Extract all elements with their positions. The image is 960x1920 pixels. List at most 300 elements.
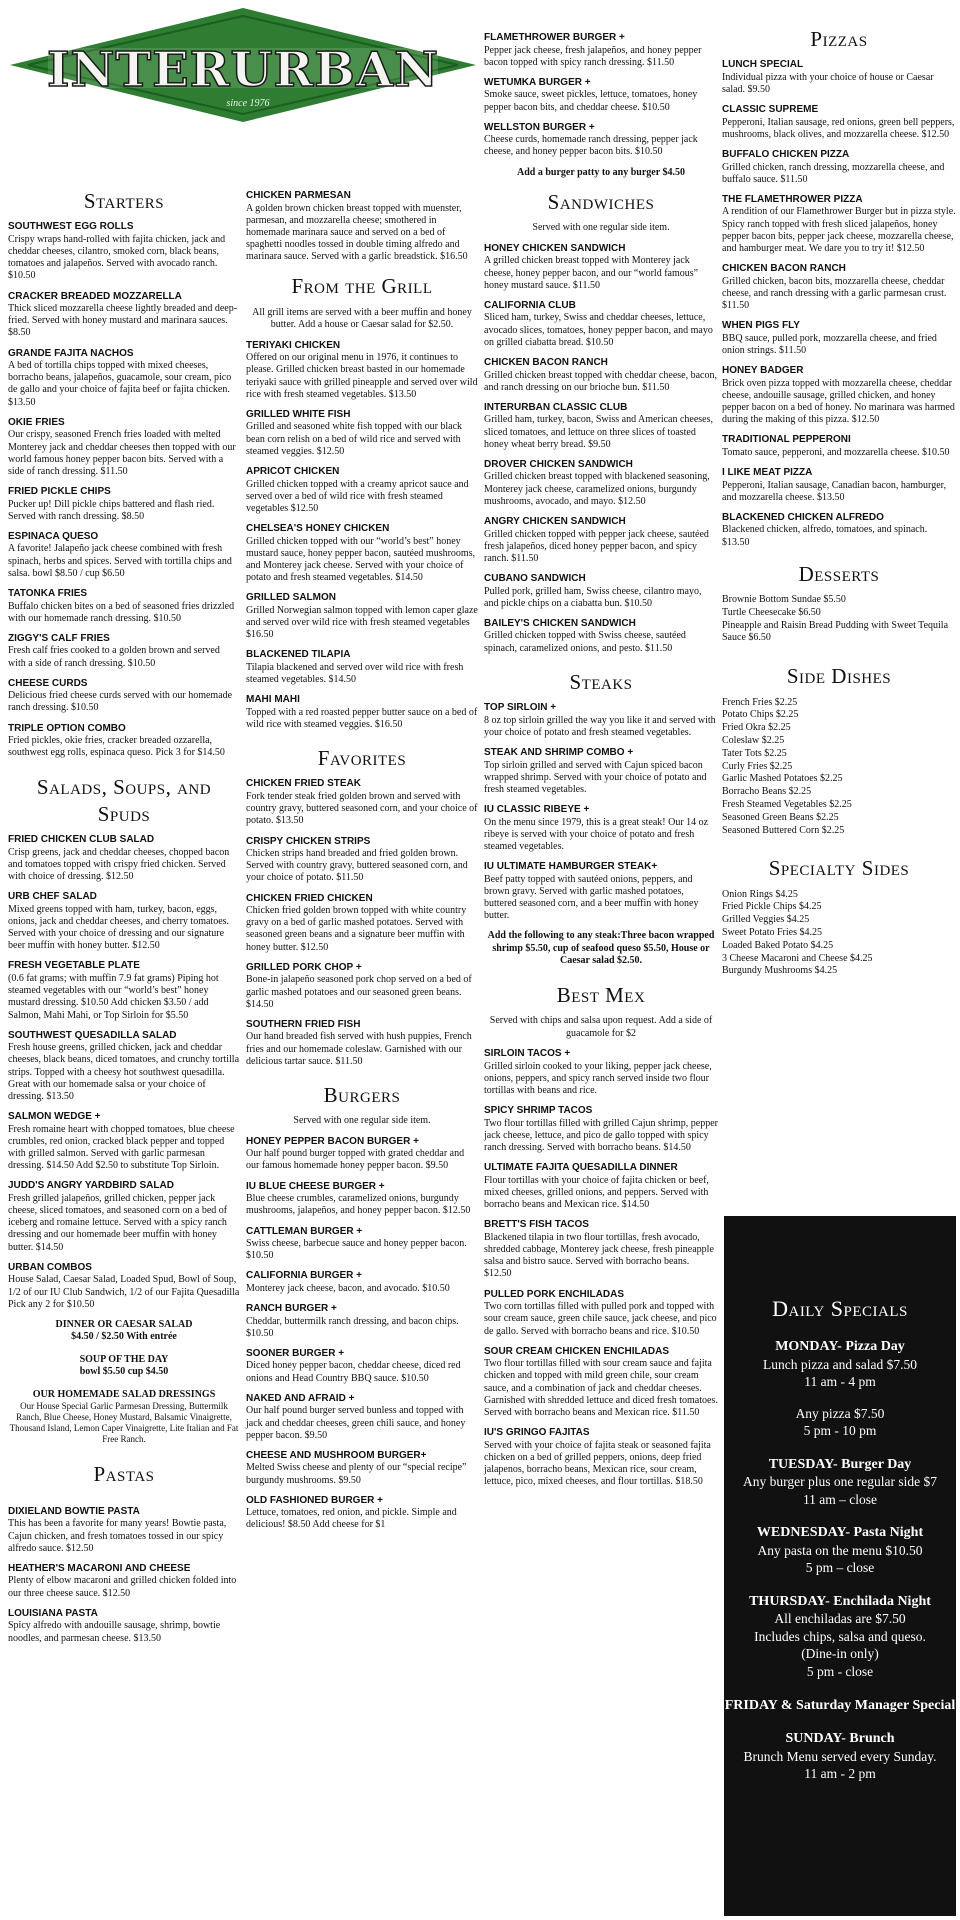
item-desc: Crispy wraps hand-rolled with fajita chicken, jack and cheddar cheeses, cilantro, smoked corn, black beans, tomatoes and jalapeños. Served with avocado ranch. $10.50	[8, 233, 226, 282]
list-item: Curly Fries $2.25	[722, 760, 793, 772]
menu-item	[8, 221, 240, 282]
item-desc: Thick sliced mozzarella cheese lightly breaded and deep-fried. Served with honey mustard and marinara sauces. $8.50	[8, 303, 238, 339]
menu-item	[246, 1270, 478, 1295]
item-desc: Grilled chicken topped with a creamy apricot sauce and served over a bed of wild rice with fresh steamed vegetables $12.50	[246, 478, 469, 514]
menu-item	[484, 1427, 718, 1488]
menu-item	[484, 122, 718, 159]
menu-item	[246, 1181, 478, 1218]
menu-item	[8, 633, 240, 670]
item-title: CHEESE AND MUSHROOM BURGER+	[246, 1449, 427, 1461]
menu-item	[8, 678, 240, 715]
menu-item	[246, 836, 478, 885]
item-title: CALIFORNIA CLUB	[484, 299, 576, 311]
menu-item	[8, 834, 240, 883]
item-title: BRETT'S FISH TACOS	[484, 1219, 589, 1231]
item-title: FLAMETHROWER BURGER +	[484, 32, 625, 43]
item-desc: Crisp greens, jack and cheddar cheeses, chopped bacon and tomatoes topped with crispy fried chicken. Served with choice of dressing. $12.50	[8, 846, 230, 883]
daily-specials	[724, 1216, 956, 1916]
menu-item	[246, 694, 478, 731]
list-item: Fried Okra $2.25	[722, 722, 791, 734]
item-title: ZIGGY'S CALF FRIES	[8, 632, 110, 644]
item-title: LUNCH SPECIAL	[722, 59, 804, 71]
item-title: GRILLED WHITE FISH	[246, 408, 351, 420]
item-title: SOONER BURGER +	[246, 1347, 345, 1359]
item-desc: Bone-in jalapeño seasoned pork chop served on a bed of garlic mashed potatoes and our seasoned green beans. $14.50	[246, 974, 472, 1010]
bestmex-heading: Best Mex	[556, 982, 646, 1007]
special-block	[724, 1524, 956, 1577]
menu-item	[484, 702, 718, 739]
item-title: IU ULTIMATE HAMBURGER STEAK+	[484, 861, 658, 873]
item-title: TRADITIONAL PEPPERONI	[722, 434, 851, 446]
logo-wordmark: INTERURBAN	[47, 42, 439, 98]
special-title: FRIDAY & Saturday Manager Special	[724, 1697, 956, 1713]
burgers-note: Served with one regular side item.	[293, 1115, 431, 1127]
item-title: I LIKE MEAT PIZZA	[722, 467, 813, 479]
burger-addon: Add a burger patty to any burger $4.50	[517, 166, 685, 178]
menu-item	[484, 861, 718, 922]
menu-item	[8, 960, 240, 1021]
menu-item	[246, 962, 478, 1011]
item-desc: Buffalo chicken bites on a bed of seasoned fries drizzled with our homemade ranch dressing. $10.50	[8, 600, 235, 624]
favorites-section	[246, 745, 478, 1068]
item-title: PULLED PORK ENCHILADAS	[484, 1288, 625, 1300]
item-title: CALIFORNIA BURGER +	[246, 1270, 363, 1282]
menu-item	[484, 516, 718, 565]
item-title: SALMON WEDGE +	[8, 1111, 101, 1123]
special-line: All enchiladas are $7.50	[774, 1611, 906, 1627]
item-title: URBAN COMBOS	[8, 1261, 92, 1273]
menu-item	[246, 778, 478, 827]
item-title: ANGRY CHICKEN SANDWICH	[484, 516, 626, 528]
special-block	[724, 1730, 956, 1783]
menu-item	[484, 77, 718, 114]
item-title: JUDD'S ANGRY YARDBIRD SALAD	[8, 1180, 174, 1192]
sandwiches-note: Served with one regular side item.	[532, 222, 670, 234]
item-desc: A golden brown chicken breast topped with muenster, parmesan, and mozzarella cheese; smothered in homemade marinara sauce and served on a bed of spaghetti noodles tossed in double timing alfredo and marinara sauce. Served with a garlic breadstick. $16.50	[246, 202, 468, 263]
steaks-heading: Steaks	[569, 669, 633, 694]
item-title: WETUMKA BURGER +	[484, 76, 591, 88]
menu-item	[246, 523, 478, 584]
item-desc: Grilled and seasoned white fish topped with our black bean corn relish on a bed of wild rice and served with steamed veggies. $12.50	[246, 421, 463, 457]
list-item: Seasoned Buttered Corn $2.25	[722, 824, 845, 836]
item-desc: Pepperoni, Italian sausage, Canadian bacon, hamburger, and mozzarella cheese. $13.50	[722, 479, 947, 503]
item-desc: Grilled sirloin cooked to your liking, pepper jack cheese, onions, peppers, and spicy ranch served inside two flour tortillas with beans and rice.	[484, 1060, 712, 1097]
special-line: 5 pm - 10 pm	[803, 1423, 877, 1439]
item-title: APRICOT CHICKEN	[246, 466, 340, 478]
item-title: SPICY SHRIMP TACOS	[484, 1105, 593, 1117]
dinner-salad: DINNER OR CAESAR SALAD $4.50 / $2.50 With entrée	[55, 1318, 193, 1343]
special-line: Any pizza $7.50	[795, 1405, 885, 1421]
item-desc: Fresh house greens, grilled chicken, jack and cheddar cheeses, black beans, diced tomatoes, and crunchy tortilla strips. Topped with a cheesy hot southwest quesadilla. Great with our homemade salsa or your choice of dressing. $13.50	[8, 1042, 240, 1102]
logo	[8, 6, 478, 126]
special-block	[724, 1456, 956, 1509]
menu-item	[8, 1180, 240, 1253]
salads-heading: Salads, Soups, and Spuds	[36, 774, 212, 826]
item-desc: Grilled ham, turkey, bacon, Swiss and American cheeses, sliced tomatoes, and lettuce on three slices of toasted honey wheat berry bread. $9.50	[484, 414, 714, 450]
item-desc: Lettuce, tomatoes, red onion, and pickle. Simple and delicious! $8.50 Add cheese for $1	[246, 1507, 457, 1531]
menu-item	[246, 1303, 478, 1340]
item-desc: Delicious fried cheese curds served with our homemade ranch dressing. $10.50	[8, 690, 233, 714]
desserts-heading: Desserts	[798, 561, 880, 586]
special-line: Includes chips, salsa and queso.	[754, 1628, 926, 1644]
bestmex-note: Served with chips and salsa upon request. Add a side of guacamole for $2	[489, 1015, 713, 1039]
burgers-heading: Burgers	[323, 1082, 401, 1107]
pastas-heading: Pastas	[93, 1461, 155, 1486]
menu-item	[722, 467, 956, 504]
list-item: Grilled Veggies $4.25	[722, 914, 810, 926]
item-title: HONEY CHICKEN SANDWICH	[484, 242, 626, 254]
list-item: Garlic Mashed Potatoes $2.25	[722, 773, 843, 785]
menu-item	[722, 104, 956, 141]
item-title: CHEESE CURDS	[8, 677, 88, 689]
list-item: Seasoned Green Beans $2.25	[722, 811, 839, 823]
list-item: Fresh Steamed Vegetables $2.25	[722, 798, 852, 810]
item-desc: Fresh grilled jalapeños, grilled chicken, pepper jack cheese, sliced tomatoes, and seasoned corn on a bed of iceberg and romaine lettuce. Served with a spicy ranch dressing and our homemade beer muffin with honey butter. $14.50	[8, 1192, 228, 1253]
menu-item	[722, 59, 956, 96]
menu-item	[722, 263, 956, 312]
item-desc: Sliced ham, turkey, Swiss and cheddar cheeses, lettuce, avocado slices, tomatoes, honey pepper bacon, and mayo on grilled ciabatta bread. $10.50	[484, 312, 713, 348]
column-4	[722, 16, 956, 978]
menu-item	[722, 365, 956, 426]
item-desc: Fresh calf fries cooked to a golden brown and served with a side of ranch dressing. $10.50	[8, 645, 220, 669]
menu-item	[246, 1393, 478, 1442]
menu-item	[8, 348, 240, 409]
grill-heading: From the Grill	[291, 274, 433, 299]
item-desc: Monterey jack cheese, bacon, and avocado. $10.50	[246, 1282, 450, 1294]
item-title: TATONKA FRIES	[8, 588, 88, 600]
menu-item	[722, 149, 956, 186]
menu-item	[8, 1262, 240, 1311]
menu-item	[8, 1563, 240, 1600]
item-title: URB CHEF SALAD	[8, 891, 97, 903]
menu-item	[246, 1450, 478, 1487]
item-title: FRIED PICKLE CHIPS	[8, 486, 111, 498]
item-desc: House Salad, Caesar Salad, Loaded Spud, Bowl of Soup, 1/2 of our IU Club Sandwich, 1/2 of our Fajita Quesadilla Pick any 2 for $10.50	[8, 1274, 240, 1310]
favorites-heading: Favorites	[317, 746, 407, 771]
pizzas-heading: Pizzas	[810, 27, 868, 51]
item-title: WELLSTON BURGER +	[484, 121, 595, 133]
list-item: Onion Rings $4.25	[722, 888, 798, 900]
item-desc: Grilled chicken, ranch dressing, mozzarella cheese, and buffalo sauce. $11.50	[722, 161, 945, 185]
item-title: SOUTHWEST QUESADILLA SALAD	[8, 1029, 177, 1041]
item-title: ESPINACA QUESO	[8, 530, 99, 542]
special-line: Brunch Menu served every Sunday.	[743, 1748, 937, 1764]
item-title: ULTIMATE FAJITA QUESADILLA DINNER	[484, 1162, 678, 1174]
menu-item	[484, 32, 718, 69]
list-item: Potato Chips $2.25	[722, 709, 799, 721]
item-desc: Beef patty topped with sautéed onions, peppers, and brown gravy. Served with garlic mashed potatoes, buttered seasoned corn, and a beer muffin with honey butter.	[484, 873, 699, 922]
item-title: TOP SIRLOIN +	[484, 702, 557, 714]
list-item: Loaded Baked Potato $4.25	[722, 939, 834, 951]
item-desc: Mixed greens topped with ham, turkey, bacon, eggs, onions, jack and cheddar cheeses, and cherry tomatoes. Served with your choice of dressing and our signature beer muffin with honey butter. $12.50	[8, 903, 230, 952]
list-item: French Fries $2.25	[722, 696, 798, 708]
special-line: Any burger plus one regular side $7	[743, 1474, 937, 1490]
item-desc: Flour tortillas with your choice of fajita chicken or beef, mixed cheeses, grilled onions, and peppers. Served with borracho beans and Mexican rice. $14.50	[484, 1174, 709, 1211]
item-desc: Our crispy, seasoned French fries loaded with melted Monterey jack and cheddar cheeses then topped with our world famous honey pepper bacon bits. Served with a side of ranch dressing. $11.50	[8, 429, 236, 477]
special-line: 11 am - 4 pm	[804, 1374, 876, 1390]
item-desc: (0.6 fat grams; with muffin 7.9 fat grams) Piping hot steamed vegetables with our “world’s best” honey mustard dressing. $10.50 Add chicken $3.50 / add Salmon, Mahi Mahi, or Top Sirloin for $5.50	[8, 972, 219, 1021]
item-desc: A grilled chicken breast topped with Monterey jack cheese, honey pepper bacon, and our “world famous” honey mustard sauce. $11.50	[484, 255, 699, 291]
item-title: IU BLUE CHEESE BURGER +	[246, 1180, 385, 1192]
menu-item	[246, 1495, 478, 1532]
special-line: 5 pm - close	[806, 1664, 874, 1680]
item-desc: A bed of tortilla chips topped with mixed cheeses, borracho beans, jalapeños, guacamole, sour cream, pico de gallo and your choice of fajita beef or fajita chicken. $13.50	[8, 360, 232, 408]
item-title: BLACKENED CHICKEN ALFREDO	[722, 511, 884, 523]
item-desc: Grilled chicken topped with our “world’s best” honey mustard sauce, honey pepper bacon, sautéed mushrooms, and Monterey jack cheese. Served with your choice of potato and fresh steamed vegetables. $14.50	[246, 535, 476, 584]
column-2	[246, 190, 478, 1540]
menu-item	[246, 1019, 478, 1068]
item-desc: Blue cheese crumbles, caramelized onions, burgundy mushrooms, jalapeños, and honey pepper bacon. $12.50	[246, 1193, 471, 1217]
item-desc: Tomato sauce, pepperoni, and mozzarella cheese. $10.50	[722, 446, 950, 458]
logo-since: since 1976	[226, 98, 270, 109]
menu-item	[484, 618, 718, 655]
grill-note: All grill items are served with a beer muffin and honey butter. Add a house or Caesar salad for $2.50.	[252, 306, 472, 331]
item-desc: Spicy alfredo with andouille sausage, shrimp, bowtie noodles, and parmesan cheese. $13.50	[8, 1620, 221, 1644]
item-desc: Pepperoni, Italian sausage, red onions, green bell peppers, mushrooms, black olives, and mozzarella cheese. $12.50	[722, 116, 955, 140]
item-desc: Grilled Norwegian salmon topped with lemon caper glaze and served over wild rice with fresh steamed vegetables $16.50	[246, 604, 478, 641]
item-desc: Grilled chicken breast topped with cheddar cheese, bacon, and ranch dressing on our brioche bun. $11.50	[484, 369, 717, 393]
item-desc: Swiss cheese, barbecue sauce and honey pepper bacon. $10.50	[246, 1238, 467, 1262]
menu-item	[484, 1346, 718, 1419]
item-title: IU'S GRINGO FAJITAS	[484, 1427, 590, 1439]
item-title: WHEN PIGS FLY	[722, 320, 800, 332]
menu-item	[8, 1030, 240, 1103]
menu-item	[8, 1111, 240, 1172]
desserts-section	[722, 561, 956, 645]
list-item: Coleslaw $2.25	[722, 734, 785, 746]
special-block	[724, 1593, 956, 1681]
burgers-section	[246, 1082, 478, 1532]
item-title: INTERURBAN CLASSIC CLUB	[484, 401, 628, 413]
item-desc: A favorite! Jalapeño jack cheese combined with fresh spinach, herbs and spices. Served with tortilla chips and salsa. bowl $8.50 / cup $6.50	[8, 543, 232, 579]
menu-item	[722, 320, 956, 357]
list-item: Fried Pickle Chips $4.25	[722, 901, 822, 913]
menu-item	[8, 891, 240, 952]
menu-item	[722, 434, 956, 459]
item-desc: Fried pickles, okie fries, cracker breaded ozzarella, southwest egg rolls, espinaca queso. Pick 3 for $14.50	[8, 735, 225, 759]
item-desc: Plenty of elbow macaroni and grilled chicken folded into our three cheese sauce. $12.50	[8, 1575, 237, 1599]
item-title: BLACKENED TILAPIA	[246, 649, 351, 661]
item-title: DIXIELAND BOWTIE PASTA	[8, 1505, 140, 1517]
menu-item	[246, 592, 478, 641]
menu-item	[484, 402, 718, 451]
item-title: CHICKEN FRIED CHICKEN	[246, 892, 373, 904]
item-title: CUBANO SANDWICH	[484, 573, 586, 585]
specials-heading: Daily Specials	[772, 1296, 908, 1321]
item-desc: Smoke sauce, sweet pickles, lettuce, tomatoes, honey pepper bacon bits, and cheddar cheese. $10.50	[484, 89, 698, 113]
item-desc: Pepper jack cheese, fresh jalapeños, and honey pepper bacon topped with spicy ranch dressing. $11.50	[484, 44, 702, 68]
item-title: GRILLED PORK CHOP +	[246, 961, 362, 973]
bestmex-section	[484, 982, 718, 1488]
menu-item	[246, 649, 478, 686]
special-line: Any pasta on the menu $10.50	[757, 1542, 923, 1558]
special-line: 11 am - 2 pm	[804, 1766, 876, 1782]
item-desc: Our half pound burger served bunless and topped with jack and cheddar cheeses, green chili sauce, and honey pepper bacon. $9.50	[246, 1405, 466, 1441]
item-title: CRACKER BREADED MOZZARELLA	[8, 290, 182, 302]
item-desc: Grilled chicken topped with pepper jack cheese, sautéed fresh jalapeños, diced honey pepper bacon, and spicy ranch. $11.50	[484, 528, 709, 564]
item-title: HEATHER'S MACARONI AND CHEESE	[8, 1562, 191, 1574]
menu-item	[722, 194, 956, 255]
item-title: IU CLASSIC RIBEYE +	[484, 804, 590, 816]
special-title: MONDAY- Pizza Day	[775, 1339, 905, 1354]
list-item: Borracho Beans $2.25	[722, 786, 812, 798]
item-desc: Cheese curds, homemade ranch dressing, pepper jack cheese, and honey pepper bacon bits. $10.50	[484, 134, 698, 158]
menu-item	[246, 190, 478, 263]
item-title: TERIYAKI CHICKEN	[246, 339, 341, 351]
item-desc: Melted Swiss cheese and plenty of our “special recipe” burgundy mushrooms. $9.50	[246, 1462, 467, 1486]
menu-item	[484, 459, 718, 508]
item-title: THE FLAMETHROWER PIZZA	[722, 193, 863, 205]
starters-heading: Starters	[83, 189, 165, 213]
menu-item	[8, 486, 240, 523]
menu-item	[484, 747, 718, 796]
menu-item	[484, 1105, 718, 1154]
list-item: Sweet Potato Fries $4.25	[722, 927, 822, 939]
item-desc: Grilled chicken topped with Swiss cheese, sautéed spinach, caramelized onions, and pesto. $11.50	[484, 630, 686, 654]
menu-item	[246, 466, 478, 515]
special-line: Lunch pizza and salad $7.50	[762, 1356, 918, 1372]
special-line: 11 am – close	[802, 1491, 878, 1507]
item-desc: Offered on our original menu in 1976, it continues to please. Grilled chicken breast basted in our homemade teriyaki sauce with grilled pineapple and served over wild rice with fresh steamed vegetables. $13.50	[246, 352, 478, 400]
specialty-heading: Specialty Sides	[768, 856, 910, 881]
item-desc: Blackened tilapia in two flour tortillas, fresh avocado, shredded cabbage, Monterey jack cheese, fresh pineapple salsa and bistro sauce. Served with borracho beans. $12.50	[484, 1231, 714, 1280]
item-title: NAKED AND AFRAID +	[246, 1392, 355, 1404]
pastas-section	[8, 1461, 240, 1645]
item-title: CHICKEN BACON RANCH	[722, 263, 846, 275]
item-title: SIRLOIN TACOS +	[484, 1048, 571, 1060]
special-line	[724, 1391, 956, 1405]
item-title: FRESH VEGETABLE PLATE	[8, 960, 140, 972]
sides-heading: Side Dishes	[786, 664, 892, 689]
menu-item	[246, 1226, 478, 1263]
menu-item	[8, 291, 240, 340]
item-title: CLASSIC SUPREME	[722, 104, 819, 116]
pizzas-section	[722, 26, 956, 549]
item-desc: Diced honey pepper bacon, cheddar cheese, diced red onions and Head Country BBQ sauce. $10.50	[246, 1360, 461, 1384]
item-desc: Blackened chicken, alfredo, tomatoes, and spinach. $13.50	[722, 524, 928, 548]
menu-item	[484, 357, 718, 394]
specialty-sides-section	[722, 855, 956, 978]
menu-item	[722, 512, 956, 549]
item-desc: Chicken fried golden brown topped with white country gravy on a bed of garlic mashed potatoes. Served with seasoned green beans and a signature beer muffin with honey butter. $12.50	[246, 905, 467, 953]
column-3	[484, 32, 718, 1496]
item-desc: Individual pizza with your choice of house or Caesar salad. $9.50	[722, 71, 934, 95]
item-title: CRISPY CHICKEN STRIPS	[246, 835, 371, 847]
list-item: 3 Cheese Macaroni and Cheese $4.25	[722, 952, 873, 964]
item-title: TRIPLE OPTION COMBO	[8, 722, 126, 734]
special-block	[724, 1338, 956, 1440]
item-title: CHICKEN BACON RANCH	[484, 357, 608, 369]
item-title: OLD FASHIONED BURGER +	[246, 1494, 383, 1506]
special-title: SUNDAY- Brunch	[785, 1731, 895, 1747]
list-item: Turtle Cheesecake $6.50	[722, 606, 821, 618]
menu-item	[8, 417, 240, 478]
menu-item	[484, 1219, 718, 1280]
menu-item	[246, 893, 478, 954]
list-item: Pineapple and Raisin Bread Pudding with Sweet Tequila Sauce $6.50	[722, 619, 949, 644]
special-block	[724, 1697, 956, 1715]
item-title: BUFFALO CHICKEN PIZZA	[722, 149, 850, 161]
menu-item	[246, 1136, 478, 1173]
menu-item	[484, 300, 718, 349]
item-title: CHICKEN PARMESAN	[246, 190, 351, 201]
item-desc: On the menu since 1979, this is a great steak! Our 14 oz ribeye is served with your choice of potato and fresh steamed vegetables.	[484, 816, 709, 852]
special-title: THURSDAY- Enchilada Night	[749, 1593, 931, 1609]
item-desc: Cheddar, buttermilk ranch dressing, and bacon chips. $10.50	[246, 1315, 459, 1339]
sides-section	[722, 663, 956, 837]
steaks-section	[484, 669, 718, 968]
menu-item	[8, 588, 240, 625]
item-desc: Topped with a red roasted pepper butter sauce on a bed of wild rice with steamed veggies. $16.50	[246, 706, 478, 730]
item-title: MAHI MAHI	[246, 694, 300, 706]
item-desc: Pulled pork, grilled ham, Swiss cheese, cilantro mayo, and pickle chips on a ciabatta bun. $10.50	[484, 585, 702, 609]
special-title: WEDNESDAY- Pasta Night	[756, 1525, 924, 1541]
list-item: Burgundy Mushrooms $4.25	[722, 965, 838, 977]
item-desc: Fork tender steak fried golden brown and served with country gravy, buttered seasoned corn, and your choice of potato. $13.50	[246, 790, 478, 827]
grill-section	[246, 273, 478, 731]
item-desc: This has been a favorite for many years! Bowtie pasta, Cajun chicken, and fresh tomatoes tossed in our spicy alfredo sauce. $12.50	[8, 1518, 227, 1554]
item-desc: 8 oz top sirloin grilled the way you like it and served with your choice of potato and fresh steamed vegetables.	[484, 714, 716, 738]
salads-section	[8, 774, 240, 1445]
menu-item	[8, 531, 240, 580]
soup-of-day: SOUP OF THE DAY bowl $5.50 cup $4.50	[79, 1353, 169, 1378]
item-title: GRILLED SALMON	[246, 592, 336, 604]
item-desc: Two flour tortillas filled with sour cream sauce and fajita chicken and topped with mild green chile, sour cream sauce, and a combination of jack and cheddar cheeses. Garnished with shredded lettuce and diced fresh tomatoes. Served with borracho beans and Mexican rice. $11.50	[484, 1358, 718, 1418]
item-title: SOUTHERN FRIED FISH	[246, 1018, 361, 1030]
special-line: 5 pm – close	[805, 1560, 875, 1576]
item-title: HONEY PEPPER BACON BURGER +	[246, 1135, 419, 1147]
item-desc: Brick oven pizza topped with mozzarella cheese, cheddar cheese, andouille sausage, grilled chicken, and honey pepper bacon on a bed of honey. No marinara was harmed during the making of this pizza. $12.50	[722, 377, 955, 426]
item-desc: Top sirloin grilled and served with Cajun spiced bacon wrapped shrimp. Served with your choice of potato and fresh steamed vegetables.	[484, 759, 707, 795]
item-desc: Chicken strips hand breaded and fried golden brown. Served with country gravy, buttered seasoned corn, and your choice of potato. $11.50	[246, 848, 468, 884]
item-desc: Served with your choice of fajita steak or seasoned fajita chicken on a bed of grilled peppers, onions, deep fried jalapenos, borracho beans, Mexican rice, sour cream, lettuce, pico, mixed cheeses, and flour tortillas. $18.50	[484, 1439, 711, 1488]
item-desc: Our hand breaded fish served with hush puppies, French fries and our homemade coleslaw. Garnished with our delicious tartar sauce. $11.50	[246, 1031, 472, 1067]
item-title: STEAK AND SHRIMP COMBO +	[484, 747, 634, 759]
item-desc: Our half pound burger topped with grated cheddar and our famous homemade honey pepper bacon. $9.50	[246, 1148, 465, 1172]
menu-item	[8, 1608, 240, 1645]
item-desc: Two corn tortillas filled with pulled pork and topped with sour cream sauce, green chile sauce, jack cheese, and pico de gallo. Served with borracho beans and rice. $10.50	[484, 1301, 717, 1337]
item-title: SOUTHWEST EGG ROLLS	[8, 221, 134, 233]
item-title: DROVER CHICKEN SANDWICH	[484, 458, 633, 470]
item-desc: Fresh romaine heart with chopped tomatoes, blue cheese crumbles, red onion, cracked black pepper and topped with grilled salmon. Served with garlic parmesan dressing. $14.50 Add $2.50 to substitute Top Sirloin.	[8, 1123, 235, 1172]
menu-item	[8, 723, 240, 760]
item-title: OKIE FRIES	[8, 416, 65, 428]
item-desc: Two flour tortillas filled with grilled Cajun shrimp, pepper jack cheese, lettuce, and pico de gallo topped with spicy ranch dressing. Served with borracho beans. $14.50	[484, 1117, 718, 1154]
steak-addon: Add the following to any steak:Three bacon wrapped shrimp $5.50, cup of seafood queso $5.50, House or Caesar salad $2.50.	[487, 930, 715, 967]
item-title: BAILEY'S CHICKEN SANDWICH	[484, 617, 636, 629]
item-desc: Grilled chicken, bacon bits, mozzarella cheese, cheddar cheese, and ranch dressing with a garlic parmesan crust. $11.50	[722, 275, 947, 312]
sandwiches-heading: Sandwiches	[547, 190, 655, 215]
starters-section	[8, 188, 240, 760]
menu-item	[484, 573, 718, 610]
item-title: SOUR CREAM CHICKEN ENCHILADAS	[484, 1345, 670, 1357]
menu-item	[484, 1289, 718, 1338]
item-title: GRANDE FAJITA NACHOS	[8, 347, 134, 359]
item-title: CHICKEN FRIED STEAK	[246, 778, 362, 790]
item-desc: Pucker up! Dill pickle chips battered and flash ried. Served with ranch dressing. $8.50	[8, 498, 215, 522]
special-title: TUESDAY- Burger Day	[768, 1456, 912, 1472]
item-title: RANCH BURGER +	[246, 1303, 337, 1315]
menu-item	[246, 340, 478, 401]
special-line: (Dine-in only)	[801, 1646, 879, 1662]
list-item: Tater Tots $2.25	[722, 747, 787, 759]
item-title: FRIED CHICKEN CLUB SALAD	[8, 834, 155, 846]
item-title: CATTLEMAN BURGER +	[246, 1225, 363, 1237]
dressings: OUR HOMEMADE SALAD DRESSINGS Our House Special Garlic Parmesan Dressing, Buttermilk Ranch, Blue Cheese, Honey Mustard, Balsamic Vinaigrette, Thousand Island, Lemon Caper Vinaigrette, Lite Italian and Fat Free Ranch.	[9, 1388, 239, 1444]
menu-item	[246, 409, 478, 458]
sandwiches-section	[484, 189, 718, 655]
item-title: HONEY BADGER	[722, 365, 804, 377]
